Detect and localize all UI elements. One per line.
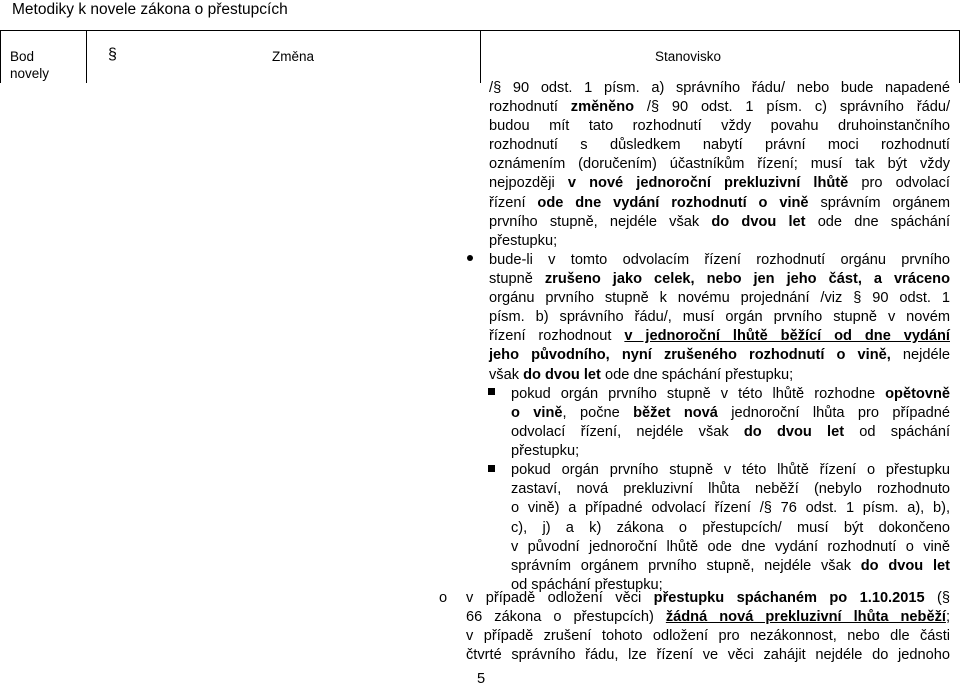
circle-bullet-icon: o — [439, 590, 448, 606]
header-paragraph-mark: § — [108, 46, 117, 63]
text-line: orgánu prvního stupně k novému projednání /viz § 90 odst. 1 — [489, 290, 950, 306]
text-line: /§ 90 odst. 1 písm. a) správního řádu/ nebo bude napadené — [489, 80, 950, 96]
header-stanovisko: Stanovisko — [655, 49, 722, 64]
text-line: pokud orgán prvního stupně v této lhůtě rozhodne opětovně — [511, 386, 950, 402]
text-line: řízení rozhodnout v jednoroční lhůtě běžící od dne vydání — [489, 328, 950, 344]
text-line: správním orgánem prvního stupně, nejdéle však do dvou let — [511, 558, 950, 574]
header-zmena: Změna — [272, 49, 315, 64]
text-line: oznámením (doručením) účastníkům řízení; musí tak být vždy — [489, 156, 950, 172]
text-line: o vině) a případné odvolací řízení /§ 76 odst. 1 písm. a), b), — [511, 500, 950, 516]
text-line: 66 zákona o přestupcích) žádná nová prekluzivní lhůta neběží; — [466, 609, 950, 625]
section-sign: § — [493, 80, 502, 96]
text-line: odvolací řízení, nejdéle však do dvou let od spáchání — [511, 424, 950, 440]
text-line: řízení ode dne vydání rozhodnutí o vině správním orgánem — [489, 195, 950, 211]
text-line: čtvrté správního řádu, lze řízení ve věci zahájit nejdéle do jednoho — [466, 647, 950, 663]
text-line: přestupku; — [489, 233, 558, 249]
text-line: c), j) a k) zákona o přestupcích/ musí být dokončeno — [511, 520, 950, 536]
text-line: v případě zrušení tohoto odložení pro nezákonnost, nebo dle části — [466, 628, 950, 644]
square-bullet-icon — [488, 388, 495, 395]
text-line: v případě odložení věci přestupku spáchaném po 1.10.2015 (§ — [466, 590, 950, 606]
text-line: stupně zrušeno jako celek, nebo jen jeho část, a vráceno — [489, 271, 951, 287]
text-line: pokud orgán prvního stupně v této lhůtě řízení o přestupku — [511, 462, 950, 478]
text-line: bude-li v tomto odvolacím řízení rozhodnutí orgánu prvního — [489, 252, 950, 268]
text-line: rozhodnutí změněno /§ 90 odst. 1 písm. c) správního řádu/ — [489, 99, 950, 115]
page-number: 5 — [477, 671, 486, 687]
text-line: zastaví, nová prekluzivní lhůta neběží (nebylo rozhodnuto — [511, 481, 950, 497]
text-line: přestupku; — [511, 443, 580, 459]
section-sign: § — [763, 500, 772, 516]
section-sign: § — [853, 290, 862, 306]
section-sign: § — [941, 590, 950, 606]
text-line: v původní jednoroční lhůtě ode dne vydání rozhodnutí o vině — [511, 539, 950, 555]
square-bullet-icon — [488, 465, 495, 472]
header-bod-novely: Bod novely — [10, 49, 50, 81]
text-line: o vině, počne běžet nová jednoroční lhůta pro případné — [511, 405, 950, 421]
text-line: písm. b) správního řádu/, musí orgán prvního stupně v novém — [489, 309, 950, 325]
column-divider-3 — [480, 31, 481, 83]
text-line: budou mít tato rozhodnutí vždy povahu druhoinstančního — [489, 118, 950, 134]
text-line: však do dvou let ode dne spáchání přestupku; — [489, 367, 794, 383]
text-line: prvního stupně, nejdéle však do dvou let ode dne spáchání — [489, 214, 950, 230]
column-divider-2 — [86, 31, 87, 83]
text-line: od spáchání přestupku; — [511, 577, 663, 593]
text-line: jeho původního, nyní zrušeného rozhodnutí o vině, nejdéle — [489, 347, 950, 363]
document-title: Metodiky k novele zákona o přestupcích — [12, 1, 288, 18]
text-line: rozhodnutí s důsledkem nabytí právní moci rozhodnutí — [489, 137, 950, 153]
column-divider-1 — [0, 31, 1, 83]
section-sign: § — [650, 99, 660, 115]
bullet-icon — [467, 255, 473, 261]
text-line: nejpozději v nové jednoroční prekluzivní lhůtě pro odvolací — [489, 175, 950, 191]
